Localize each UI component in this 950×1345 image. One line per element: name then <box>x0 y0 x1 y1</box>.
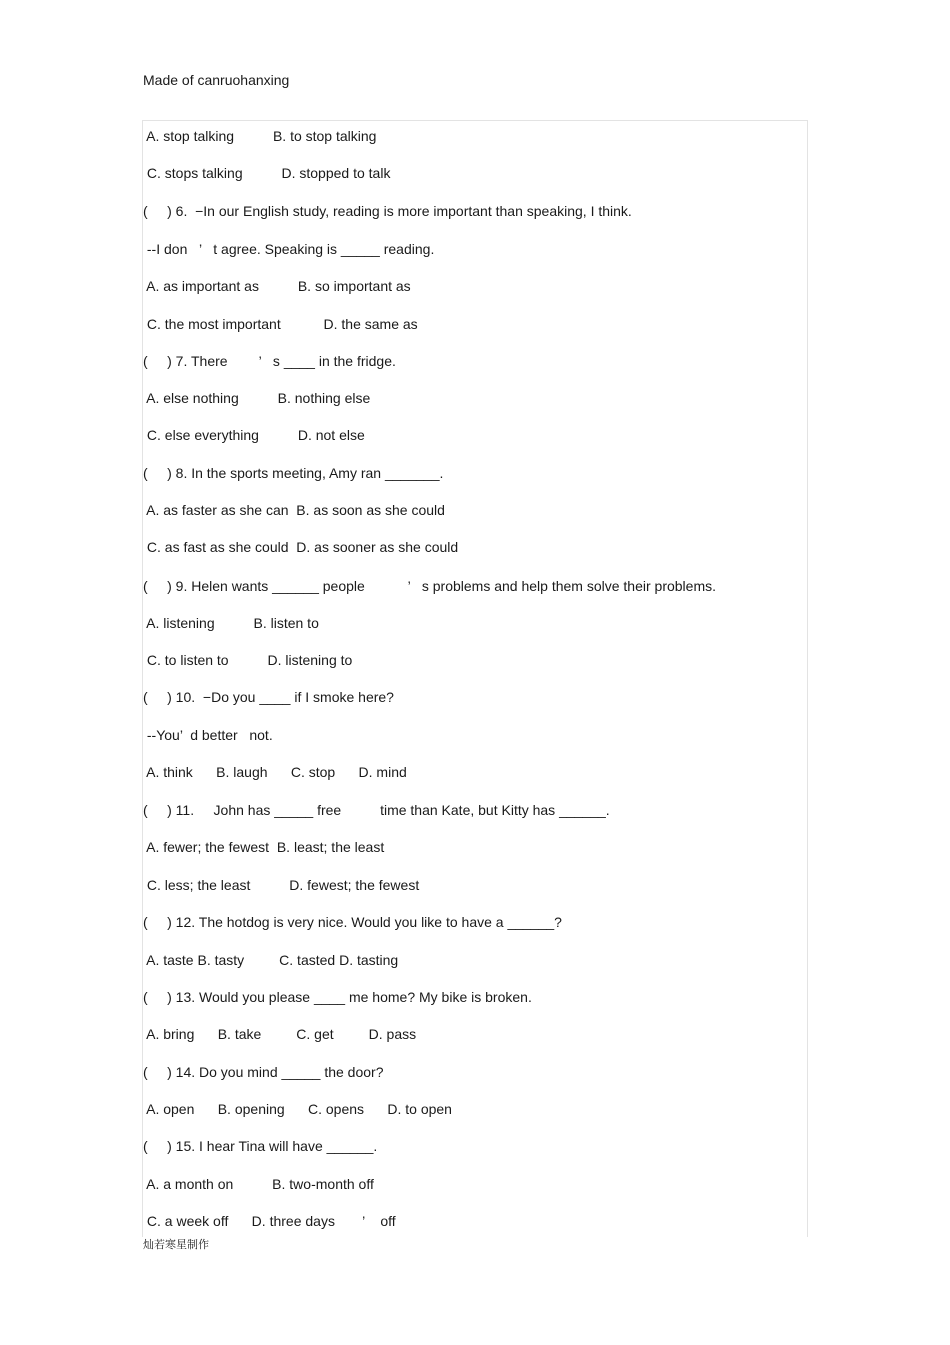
question-stem: ( ) 12. The hotdog is very nice. Would you like to have a ______? <box>143 914 562 930</box>
question-stem: ( ) 10. −Do you ____ if I smoke here? <box>143 689 394 705</box>
question-stem: ( ) 13. Would you please ____ me home? My bike is broken. <box>143 989 532 1005</box>
text-line: A. think B. laugh C. stop D. mind <box>143 764 407 780</box>
text-line: A. as faster as she can B. as soon as she could <box>143 502 445 518</box>
text-line: C. less; the least D. fewest; the fewest <box>143 877 420 893</box>
text-line: --You’ d better not. <box>143 727 273 743</box>
text-line: A. stop talking B. to stop talking <box>143 128 377 144</box>
question-stem: ( ) 7. There ’ s ____ in the fridge. <box>143 353 396 369</box>
text-line: A. as important as B. so important as <box>143 278 411 294</box>
text-line: A. bring B. take C. get D. pass <box>143 1026 417 1042</box>
text-line: C. to listen to D. listening to <box>143 652 353 668</box>
text-line: C. the most important D. the same as <box>143 316 418 332</box>
text-line: C. else everything D. not else <box>143 427 365 443</box>
question-stem: ( ) 11. John has _____ free time than Kate, but Kitty has ______. <box>143 802 610 818</box>
question-stem: ( ) 15. I hear Tina will have ______. <box>143 1138 378 1154</box>
text-line: A. fewer; the fewest B. least; the least <box>143 839 385 855</box>
page-header: Made of canruohanxing <box>143 72 290 88</box>
text-line: C. a week off D. three days ’ off <box>143 1213 396 1229</box>
text-line: A. else nothing B. nothing else <box>143 390 371 406</box>
text-line: A. listening B. listen to <box>143 615 319 631</box>
text-line: A. open B. opening C. opens D. to open <box>143 1101 452 1117</box>
text-line: A. taste B. tasty C. tasted D. tasting <box>143 952 399 968</box>
question-stem: ( ) 9. Helen wants ______ people ’ s problems and help them solve their problems. <box>143 578 716 594</box>
question-stem: ( ) 8. In the sports meeting, Amy ran _______. <box>143 465 444 481</box>
text-line: C. stops talking D. stopped to talk <box>143 165 391 181</box>
question-stem: ( ) 14. Do you mind _____ the door? <box>143 1064 384 1080</box>
text-line: --I don ’ t agree. Speaking is _____ reading. <box>143 241 435 257</box>
text-line: C. as fast as she could D. as sooner as she could <box>143 539 459 555</box>
page-footer: 灿若寒星制作 <box>143 1238 209 1251</box>
question-stem: ( ) 6. −In our English study, reading is more important than speaking, I think. <box>143 203 632 219</box>
text-line: A. a month on B. two-month off <box>143 1176 374 1192</box>
